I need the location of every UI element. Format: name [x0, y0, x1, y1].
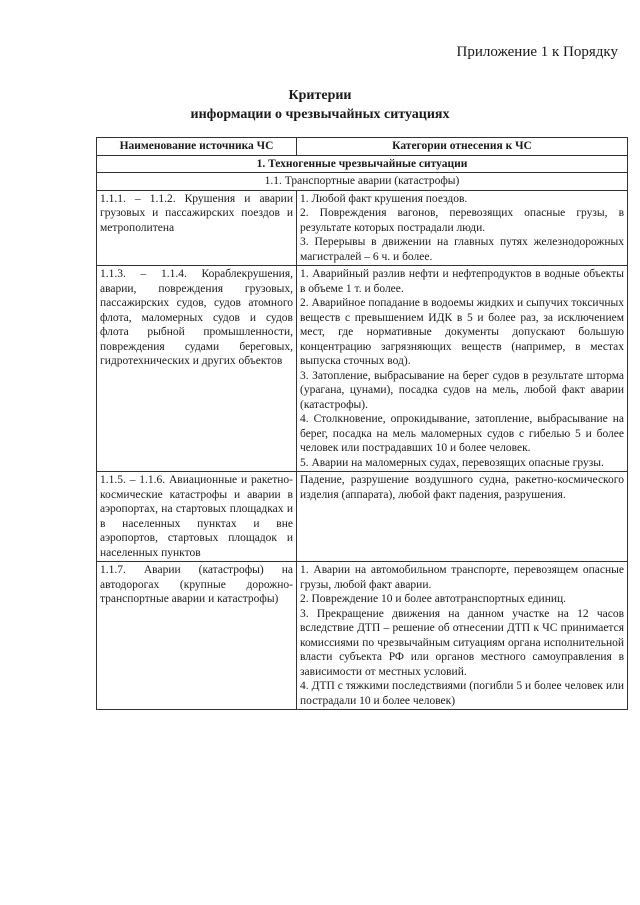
source-cell: 1.1.5. – 1.1.6. Авиационные и ракетно-космические катастрофы и аварии в аэропортах, на стартовых площадках и в населенных пунктах и вне аэропортов, стартовых площадок и населенных пунктов: [97, 472, 297, 562]
criterion: 3. Прекращение движения на данном участке на 12 часов вследствие ДТП – решение об отнесении ДТП к ЧС принимается комиссиями по чрезвычайным ситуациям органа исполнительной власти субъекта РФ или органов местного самоуправления в зависимости от местных условий.: [300, 607, 624, 678]
criteria-cell: [297, 190, 628, 266]
table-row: [97, 266, 628, 472]
col-source-header: Наименование источника ЧС: [97, 138, 297, 156]
criteria-cell: [297, 472, 628, 562]
title-line-1: Критерии: [288, 88, 352, 103]
table-row: [97, 472, 628, 562]
source-cell: 1.1.7. Аварии (катастрофы) на автодорогах (крупные дорожно-транспортные аварии и катастрофы): [97, 562, 297, 710]
criterion: 4. Столкновение, опрокидывание, затопление, выбрасывание на берег, посадка на мель маломерных судов с гибелью 5 и более человек или пострадавших 10 и более человек.: [300, 413, 624, 454]
subsection-title: 1.1. Транспортные аварии (катастрофы): [97, 173, 628, 191]
table-row: [97, 562, 628, 710]
criterion: 2. Аварийное попадание в водоемы жидких и сыпучих токсичных веществ с превышением ИДК в 5 и более раз, за исключением мест, где нормативные документы допускают большую концентрацию загрязняющих веществ (например, в местах выпуска сточных вод).: [300, 297, 624, 367]
section-title: 1. Техногенные чрезвычайные ситуации: [97, 155, 628, 173]
annex-label: Приложение 1 к Порядку: [456, 44, 618, 60]
criterion: 1. Любой факт крушения поездов.: [300, 192, 468, 205]
criteria-table: [96, 137, 628, 710]
subsection-row: [97, 173, 628, 191]
criterion: 2. Повреждения вагонов, перевозящих опасные грузы, в результате которых пострадали люди.: [300, 207, 624, 234]
source-cell: 1.1.1. – 1.1.2. Крушения и аварии грузовых и пассажирских поездов и метрополитена: [97, 190, 297, 266]
criterion: 2. Повреждение 10 и более автотранспортных единиц.: [300, 593, 567, 605]
criterion: 5. Аварии на маломерных судах, перевозящих опасные грузы.: [300, 456, 604, 469]
table-row: [97, 190, 628, 266]
criterion: 1. Аварии на автомобильном транспорте, перевозящем опасные грузы, любой факт аварии.: [300, 564, 624, 591]
criteria-cell: [297, 562, 628, 710]
section-row: [97, 155, 628, 173]
col-criteria-header: Категории отнесения к ЧС: [297, 138, 628, 156]
criterion: 1. Аварийный разлив нефти и нефтепродуктов в водные объекты в объеме 1 т. и более.: [300, 268, 624, 295]
criterion: 3. Затопление, выбрасывание на берег судов в результате шторма (урагана, цунами), посадка судов на мель, любой факт аварии (катастрофы).: [300, 369, 624, 411]
source-cell: 1.1.3. – 1.1.4. Кораблекрушения, аварии, повреждения грузовых, пассажирских судов, судов атомного флота, маломерных судов и судов флота рыбной промышленности, повреждения судами береговых, гидротехнических и других объектов: [97, 266, 297, 472]
table-header-row: [97, 138, 628, 156]
criterion: 3. Перерывы в движении на главных путях железнодорожных магистралей – 6 ч. и более.: [300, 236, 624, 263]
criterion: 4. ДТП с тяжкими последствиями (погибли 5 и более человек или пострадали 10 и более человек): [300, 680, 624, 707]
criterion: Падение, разрушение воздушного судна, ракетно-космического изделия (аппарата), любой факт падения, разрушения.: [300, 474, 624, 501]
document-title: [0, 86, 640, 124]
criteria-cell: [297, 266, 628, 472]
title-line-2: информации о чрезвычайных ситуациях: [190, 107, 450, 122]
